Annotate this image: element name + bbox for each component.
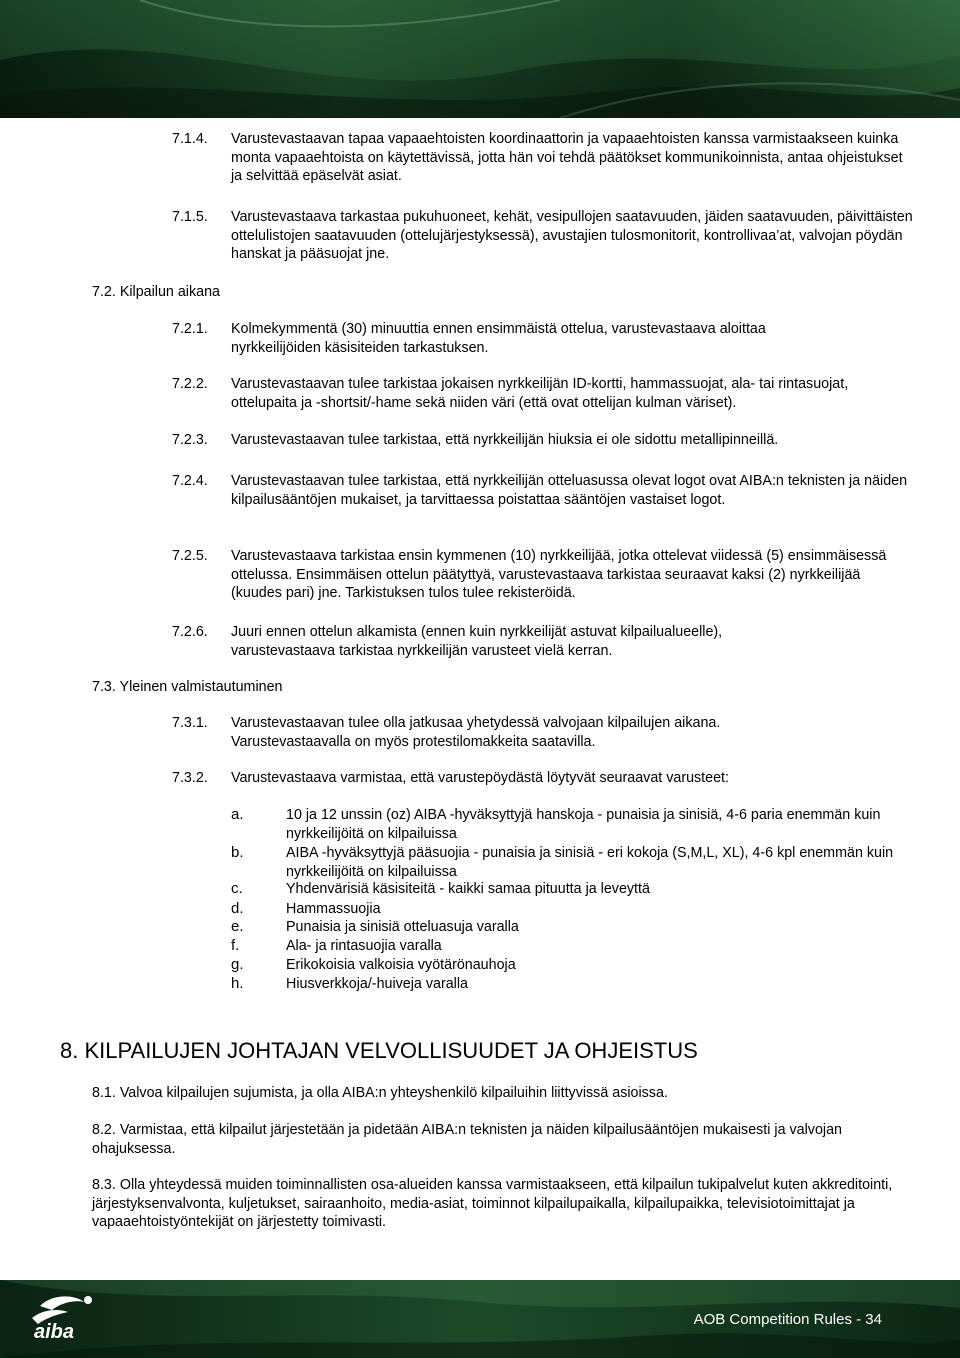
list-letter: c.	[231, 880, 243, 897]
list-text: Ala- ja rintasuojia varalla	[286, 938, 442, 954]
section-text: Varustevastaavan tulee tarkistaa, että nyrkkeilijän otteluasussa olevat logot ovat AIBA:n teknisten ja näiden kilpailusääntöjen mukaiset, ja tarvittaessa poistattaa sääntöjen vastaiset logot.	[231, 473, 908, 508]
header-band	[0, 0, 960, 118]
section-text: Juuri ennen ottelun alkamista (ennen kuin nyrkkeilijät astuvat kilpailualueelle), varustevastaava tarkistaa nyrkkeilijän varusteet vielä kerran.	[231, 624, 723, 659]
list-text: 10 ja 12 unssin (oz) AIBA -hyväksyttyjä hanskoja - punaisia ja sinisiä, 4-6 paria enemmän kuin nyrkkeilijöitä on kilpailuissa	[286, 807, 881, 842]
section-7-2-6	[172, 623, 932, 663]
header-band-graphic	[0, 0, 960, 118]
section-number: 7.3.2.	[172, 770, 208, 786]
list-text: Erikokoisia valkoisia vyötärönauhoja	[286, 957, 516, 973]
list-item	[231, 880, 931, 899]
section-7-2-2	[172, 375, 932, 415]
list-item	[231, 918, 931, 937]
section-text: Varustevastaava varmistaa, että varustepöydästä löytyvät seuraavat varusteet:	[231, 770, 729, 786]
section-7-2-5	[172, 547, 932, 607]
aiba-logo-text: aiba	[34, 1321, 75, 1342]
section-text: Varustevastaavan tulee olla jatkusaa yhetydessä valvojaan kilpailujen aikana. Varustevastaavalla on myös protestilomakkeita saatavilla.	[231, 715, 721, 750]
section-7-3-1	[172, 714, 932, 754]
list-text: AIBA -hyväksyttyjä pääsuojia - punaisia ja sinisiä - eri kokoja (S,M,L, XL), 4-6 kpl enemmän kuin nyrkkeilijöitä on kilpailuissa	[286, 845, 894, 880]
section-number: 7.2.1.	[172, 321, 208, 337]
aiba-logo	[22, 1292, 122, 1342]
section-number: 7.1.4.	[172, 131, 208, 147]
list-text: Hammassuojia	[286, 901, 381, 917]
section-7-1-4	[172, 130, 932, 190]
list-letter: b.	[231, 844, 244, 861]
list-item	[231, 956, 931, 975]
section-number: 7.2.4.	[172, 473, 208, 489]
list-text: Punaisia ja sinisiä otteluasuja varalla	[286, 919, 519, 935]
section-7-2-1	[172, 320, 932, 360]
list-item	[231, 844, 931, 881]
section-7-3-2	[172, 769, 932, 789]
subheading-7-2: 7.2. Kilpailun aikana	[92, 284, 220, 300]
list-text: Hiusverkkoja/-huiveja varalla	[286, 976, 468, 992]
list-letter: f.	[231, 937, 240, 954]
subheading-7-3: 7.3. Yleinen valmistautuminen	[92, 679, 283, 695]
section-number: 7.2.2.	[172, 376, 208, 392]
list-item	[231, 937, 931, 956]
section-number: 7.2.5.	[172, 548, 208, 564]
list-letter: g.	[231, 956, 244, 973]
paragraph-8-1: 8.1. Valvoa kilpailujen sujumista, ja olla AIBA:n yhteyshenkilö kilpailuihin liittyvissä asioissa.	[92, 1085, 668, 1101]
paragraph-8-2: 8.2. Varmistaa, että kilpailut järjestetään ja pidetään AIBA:n teknisten ja näiden kilpailusääntöjen mukaisesti ja valvojan ohajuksessa.	[92, 1122, 842, 1157]
section-text: Varustevastaavan tulee tarkistaa, että nyrkkeilijän hiuksia ei ole sidottu metallipinneillä.	[231, 432, 779, 448]
paragraph-8-3: 8.3. Olla yhteydessä muiden toiminnallisten osa-alueiden kanssa varmistaakseen, että kilpailun tukipalvelut kuten akkreditointi, järjestyksenvalvonta, kuljetukset, sairaanhoito, media-asiat, toiminnot kilpailupaikalla, kilpailupaikka, televisiotoimittajat ja vapaaehtoistyöntekijät on järjestetty toimivasti.	[92, 1177, 893, 1231]
section-text: Varustevastaava tarkastaa pukuhuoneet, kehät, vesipullojen saatavuuden, jäiden saatavuuden, päivittäisten ottelulistojen saatavuuden (ottelujärjestyksessä), avustajien tulosmonitorit, kontrollivaa’at, valvojan pöydän hanskat ja pääsuojat jne.	[231, 209, 913, 263]
section-number: 7.3.1.	[172, 715, 208, 731]
section-7-1-5	[172, 208, 932, 268]
list-text: Yhdenvärisiä käsisiteitä - kaikki samaa pituutta ja leveyttä	[286, 881, 650, 897]
list-letter: a.	[231, 806, 244, 823]
section-7-2-4	[172, 472, 932, 532]
section-number: 7.2.6.	[172, 624, 208, 640]
section-number: 7.1.5.	[172, 209, 208, 225]
section-number: 7.2.3.	[172, 432, 208, 448]
list-item	[231, 806, 931, 843]
chapter-heading: 8. KILPAILUJEN JOHTAJAN VELVOLLISUUDET JA OHJEISTUS	[60, 1038, 698, 1063]
section-text: Varustevastaavan tapaa vapaaehtoisten koordinaattorin ja vapaaehtoisten kanssa varmistaakseen kuinka monta vapaaehtoista on käytettävissä, jotta hän voi tehdä päätökset kommunikoinnista, antaa ohjeistukset ja selvittää epäselvät asiat.	[231, 131, 903, 185]
list-item	[231, 975, 931, 994]
section-7-2-3	[172, 431, 932, 451]
section-text: Varustevastaavan tulee tarkistaa jokaisen nyrkkeilijän ID-kortti, hammassuojat, ala- tai rintasuojat, ottelupaita ja -shortsit/-hame sekä niiden väri (että ovat ottelijan kulman väriset).	[231, 376, 849, 411]
aiba-logo-mark	[22, 1292, 122, 1342]
list-letter: h.	[231, 975, 244, 992]
list-item	[231, 900, 931, 919]
section-text: Kolmekymmentä (30) minuuttia ennen ensimmäistä ottelua, varustevastaava aloittaa nyrkkeilijöiden käsisiteiden tarkastuksen.	[231, 321, 766, 356]
list-letter: e.	[231, 918, 244, 935]
section-text: Varustevastaava tarkistaa ensin kymmenen (10) nyrkkeilijää, jotka ottelevat viidessä (5) ensimmäisessä ottelussa. Ensimmäisen ottelun päätyttyä, varustevastaava tarkistaa seuraavat kaksi (2) nyrkkeilijää (kuudes pari) jne. Tarkistuksen tulos tulee rekisteröidä.	[231, 548, 887, 602]
list-letter: d.	[231, 900, 244, 917]
page-number-label: AOB Competition Rules - 34	[693, 1311, 882, 1328]
